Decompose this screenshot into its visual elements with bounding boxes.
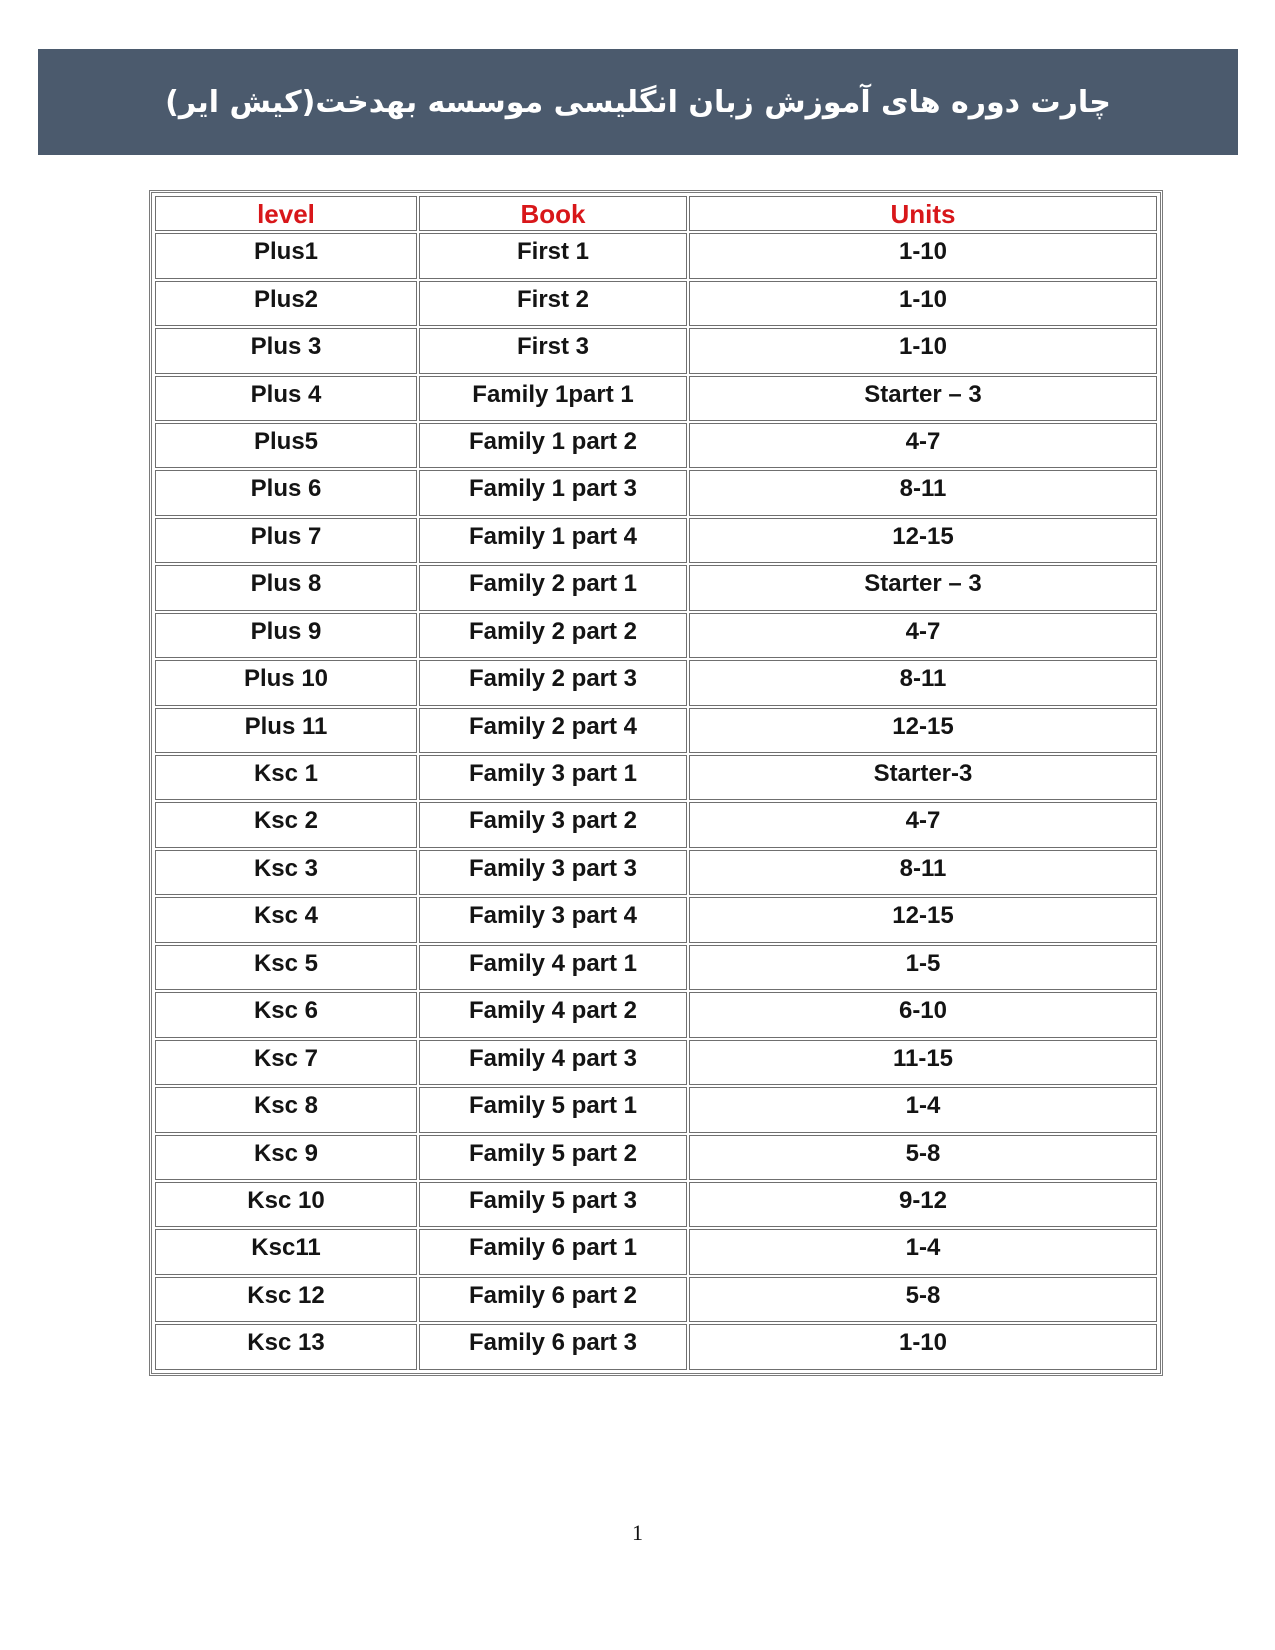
level-cell: Plus1 [155, 233, 417, 278]
level-cell: Ksc 10 [155, 1182, 417, 1227]
level-cell: Plus 11 [155, 708, 417, 753]
table-row [155, 423, 1157, 468]
book-cell: Family 6 part 3 [419, 1324, 687, 1370]
book-cell: Family 1 part 3 [419, 470, 687, 515]
units-cell: 8-11 [689, 470, 1157, 515]
table-row [155, 708, 1157, 753]
units-cell: 1-4 [689, 1087, 1157, 1132]
units-cell: 1-4 [689, 1229, 1157, 1274]
book-cell: Family 2 part 4 [419, 708, 687, 753]
book-cell: Family 5 part 2 [419, 1135, 687, 1180]
level-cell: Ksc 8 [155, 1087, 417, 1132]
table-row [155, 1229, 1157, 1274]
level-cell: Ksc11 [155, 1229, 417, 1274]
level-cell: Ksc 2 [155, 802, 417, 847]
book-cell: Family 2 part 3 [419, 660, 687, 705]
units-cell: 4-7 [689, 613, 1157, 658]
table-row [155, 897, 1157, 942]
level-cell: Plus 8 [155, 565, 417, 610]
units-cell: Starter – 3 [689, 565, 1157, 610]
units-cell: 5-8 [689, 1277, 1157, 1322]
level-cell: Ksc 5 [155, 945, 417, 990]
level-cell: Ksc 1 [155, 755, 417, 800]
book-cell: Family 1part 1 [419, 376, 687, 421]
table-row [155, 802, 1157, 847]
book-cell: Family 6 part 2 [419, 1277, 687, 1322]
book-cell: Family 4 part 3 [419, 1040, 687, 1085]
book-cell: Family 1 part 4 [419, 518, 687, 563]
units-cell: 1-5 [689, 945, 1157, 990]
book-cell: First 2 [419, 281, 687, 326]
level-cell: Plus 10 [155, 660, 417, 705]
header-book: Book [419, 196, 687, 231]
units-cell: 8-11 [689, 850, 1157, 895]
book-cell: Family 6 part 1 [419, 1229, 687, 1274]
table-body [155, 233, 1157, 1370]
table-row [155, 945, 1157, 990]
table-row [155, 470, 1157, 515]
table-row [155, 992, 1157, 1037]
table-row [155, 518, 1157, 563]
level-cell: Plus 4 [155, 376, 417, 421]
table-row [155, 1135, 1157, 1180]
units-cell: 9-12 [689, 1182, 1157, 1227]
book-cell: First 3 [419, 328, 687, 373]
table-row [155, 281, 1157, 326]
level-cell: Ksc 13 [155, 1324, 417, 1370]
level-cell: Plus 3 [155, 328, 417, 373]
level-cell: Plus2 [155, 281, 417, 326]
level-cell: Ksc 9 [155, 1135, 417, 1180]
level-cell: Plus 7 [155, 518, 417, 563]
book-cell: Family 2 part 2 [419, 613, 687, 658]
book-cell: Family 2 part 1 [419, 565, 687, 610]
table-row [155, 328, 1157, 373]
units-cell: 12-15 [689, 897, 1157, 942]
table-row [155, 1040, 1157, 1085]
units-cell: Starter – 3 [689, 376, 1157, 421]
level-cell: Ksc 12 [155, 1277, 417, 1322]
level-cell: Ksc 6 [155, 992, 417, 1037]
table-row [155, 1087, 1157, 1132]
course-chart-table-frame [149, 190, 1163, 1376]
level-cell: Plus 6 [155, 470, 417, 515]
table-row [155, 850, 1157, 895]
units-cell: 4-7 [689, 423, 1157, 468]
book-cell: Family 4 part 1 [419, 945, 687, 990]
units-cell: 4-7 [689, 802, 1157, 847]
units-cell: 8-11 [689, 660, 1157, 705]
table-row [155, 1324, 1157, 1370]
table-row [155, 613, 1157, 658]
units-cell: 11-15 [689, 1040, 1157, 1085]
book-cell: Family 3 part 2 [419, 802, 687, 847]
units-cell: 12-15 [689, 708, 1157, 753]
book-cell: Family 3 part 3 [419, 850, 687, 895]
units-cell: 12-15 [689, 518, 1157, 563]
book-cell: Family 4 part 2 [419, 992, 687, 1037]
level-cell: Ksc 3 [155, 850, 417, 895]
level-cell: Plus5 [155, 423, 417, 468]
table-header-row [155, 196, 1157, 231]
table-row [155, 233, 1157, 278]
table-row [155, 565, 1157, 610]
header-level: level [155, 196, 417, 231]
units-cell: 5-8 [689, 1135, 1157, 1180]
course-chart-table [153, 194, 1159, 1372]
book-cell: Family 1 part 2 [419, 423, 687, 468]
table-row [155, 1182, 1157, 1227]
header-units: Units [689, 196, 1157, 231]
table-row [155, 376, 1157, 421]
table-row [155, 660, 1157, 705]
book-cell: Family 3 part 4 [419, 897, 687, 942]
table-row [155, 1277, 1157, 1322]
units-cell: 1-10 [689, 1324, 1157, 1370]
document-title: چارت دوره های آموزش زبان انگلیسی موسسه بهدخت(کیش ایر) [165, 84, 1111, 120]
book-cell: First 1 [419, 233, 687, 278]
level-cell: Plus 9 [155, 613, 417, 658]
units-cell: 1-10 [689, 233, 1157, 278]
book-cell: Family 3 part 1 [419, 755, 687, 800]
book-cell: Family 5 part 1 [419, 1087, 687, 1132]
units-cell: 1-10 [689, 281, 1157, 326]
units-cell: 6-10 [689, 992, 1157, 1037]
units-cell: 1-10 [689, 328, 1157, 373]
book-cell: Family 5 part 3 [419, 1182, 687, 1227]
level-cell: Ksc 4 [155, 897, 417, 942]
page-number: 1 [632, 1520, 643, 1545]
units-cell: Starter-3 [689, 755, 1157, 800]
title-banner [38, 49, 1238, 155]
table-row [155, 755, 1157, 800]
level-cell: Ksc 7 [155, 1040, 417, 1085]
